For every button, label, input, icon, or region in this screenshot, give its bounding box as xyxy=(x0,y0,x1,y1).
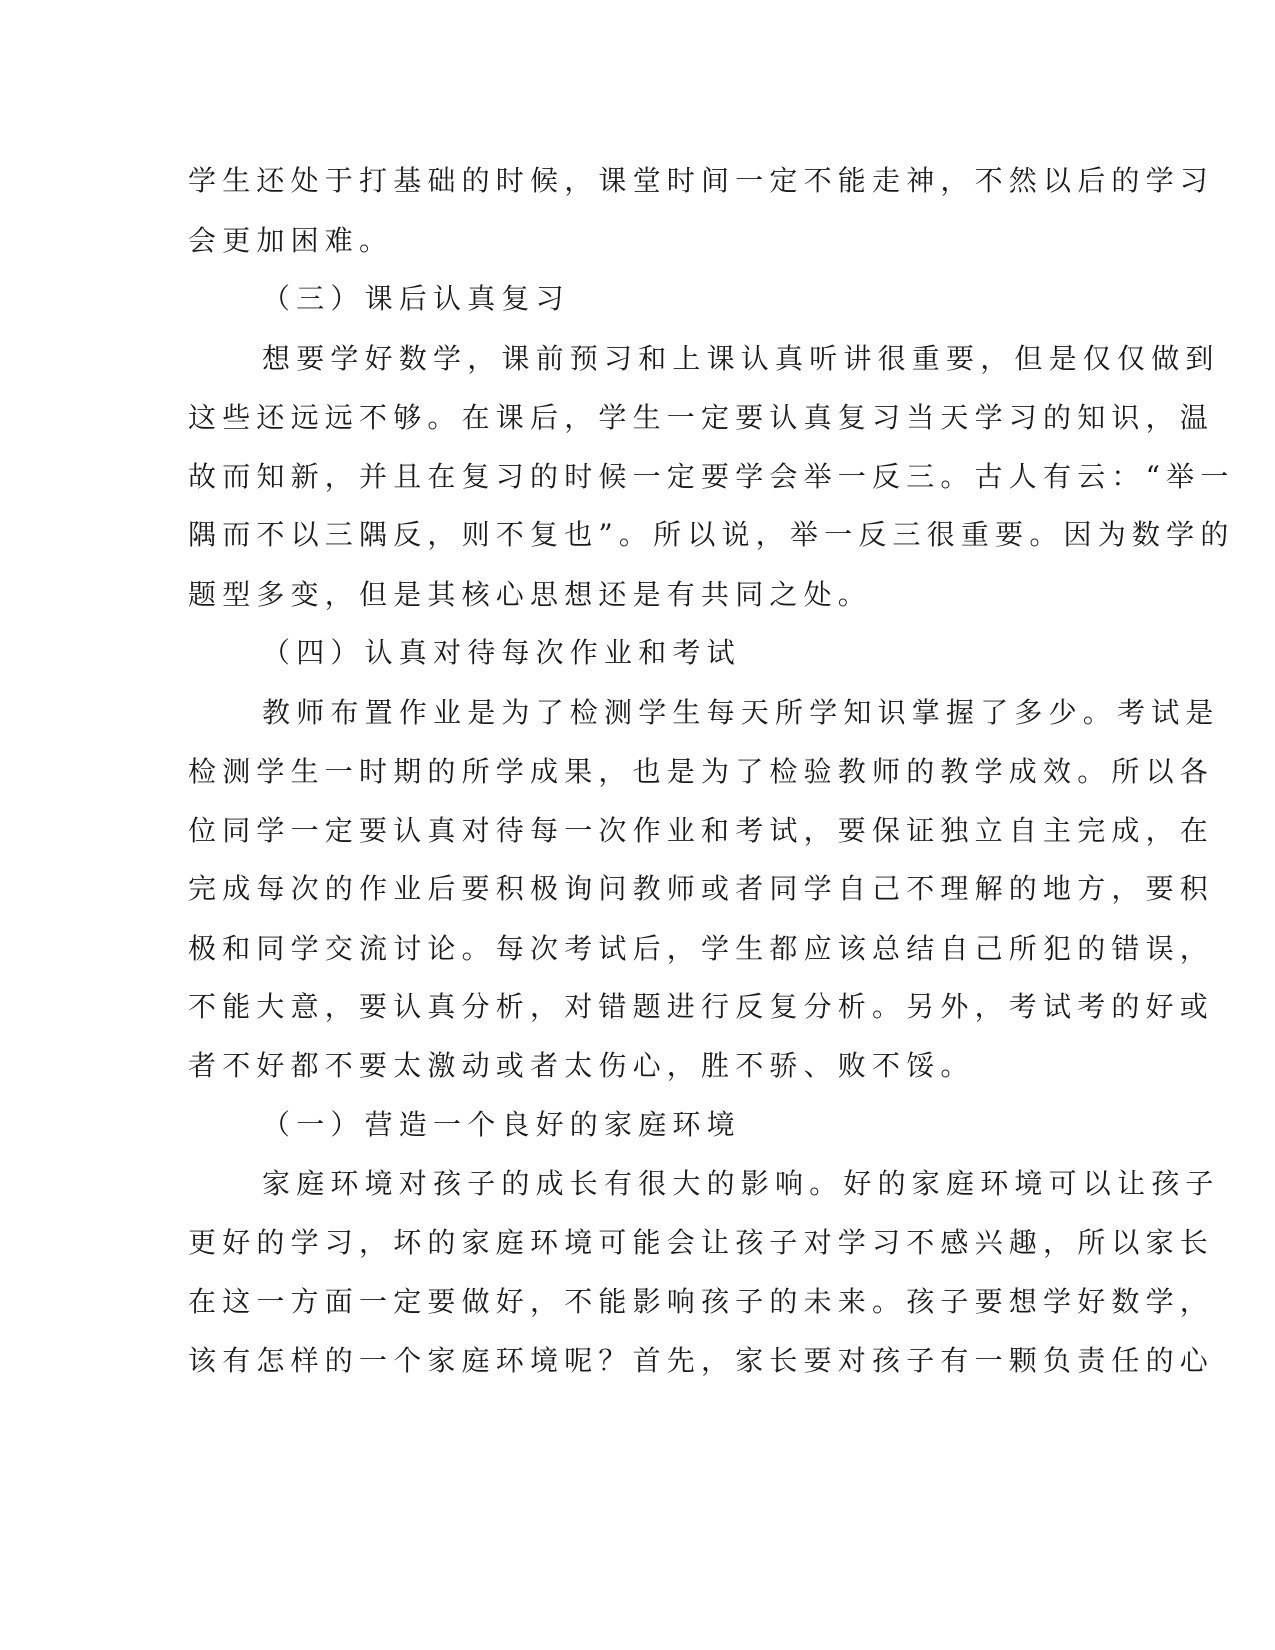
paragraph-line: 更好的学习，坏的家庭环境可能会让孩子对学习不感兴趣，所以家长 xyxy=(188,1226,1215,1259)
paragraph-line: 检测学生一时期的所学成果，也是为了检验教师的教学成效。所以各 xyxy=(188,755,1215,788)
section-heading-3: （三）课后认真复习 xyxy=(262,282,570,315)
paragraph-line: 极和同学交流讨论。每次考试后，学生都应该总结自己所犯的错误， xyxy=(188,932,1215,965)
section-heading-4: （四）认真对待每次作业和考试 xyxy=(262,636,741,669)
paragraph-line: 故而知新，并且在复习的时候一定要学会举一反三。古人有云：“举一 xyxy=(188,460,1235,493)
paragraph-line: 者不好都不要太激动或者太伤心，胜不骄、败不馁。 xyxy=(188,1049,975,1082)
paragraph-line: 题型多变，但是其核心思想还是有共同之处。 xyxy=(188,578,873,611)
paragraph-line: 在这一方面一定要做好，不能影响孩子的未来。孩子要想学好数学， xyxy=(188,1285,1215,1318)
paragraph-line: 完成每次的作业后要积极询问教师或者同学自己不理解的地方，要积 xyxy=(188,872,1215,905)
paragraph-line: 该有怎样的一个家庭环境呢？首先，家长要对孩子有一颗负责任的心 xyxy=(188,1344,1215,1377)
paragraph-line: 学生还处于打基础的时候，课堂时间一定不能走神，不然以后的学习 xyxy=(188,164,1215,197)
paragraph-line: 隅而不以三隅反，则不复也”。所以说，举一反三很重要。因为数学的 xyxy=(188,518,1235,551)
paragraph-line: 想要学好数学，课前预习和上课认真听讲很重要，但是仅仅做到 xyxy=(262,342,1220,375)
paragraph-line: 不能大意，要认真分析，对错题进行反复分析。另外，考试考的好或 xyxy=(188,990,1215,1023)
paragraph-line: 会更加困难。 xyxy=(188,224,394,257)
paragraph-line: 教师布置作业是为了检测学生每天所学知识掌握了多少。考试是 xyxy=(262,696,1220,729)
section-heading-1: （一）营造一个良好的家庭环境 xyxy=(262,1108,741,1141)
paragraph-line: 位同学一定要认真对待每一次作业和考试，要保证独立自主完成，在 xyxy=(188,814,1215,847)
paragraph-line: 这些还远远不够。在课后，学生一定要认真复习当天学习的知识，温 xyxy=(188,401,1215,434)
paragraph-line: 家庭环境对孩子的成长有很大的影响。好的家庭环境可以让孩子 xyxy=(262,1167,1220,1200)
